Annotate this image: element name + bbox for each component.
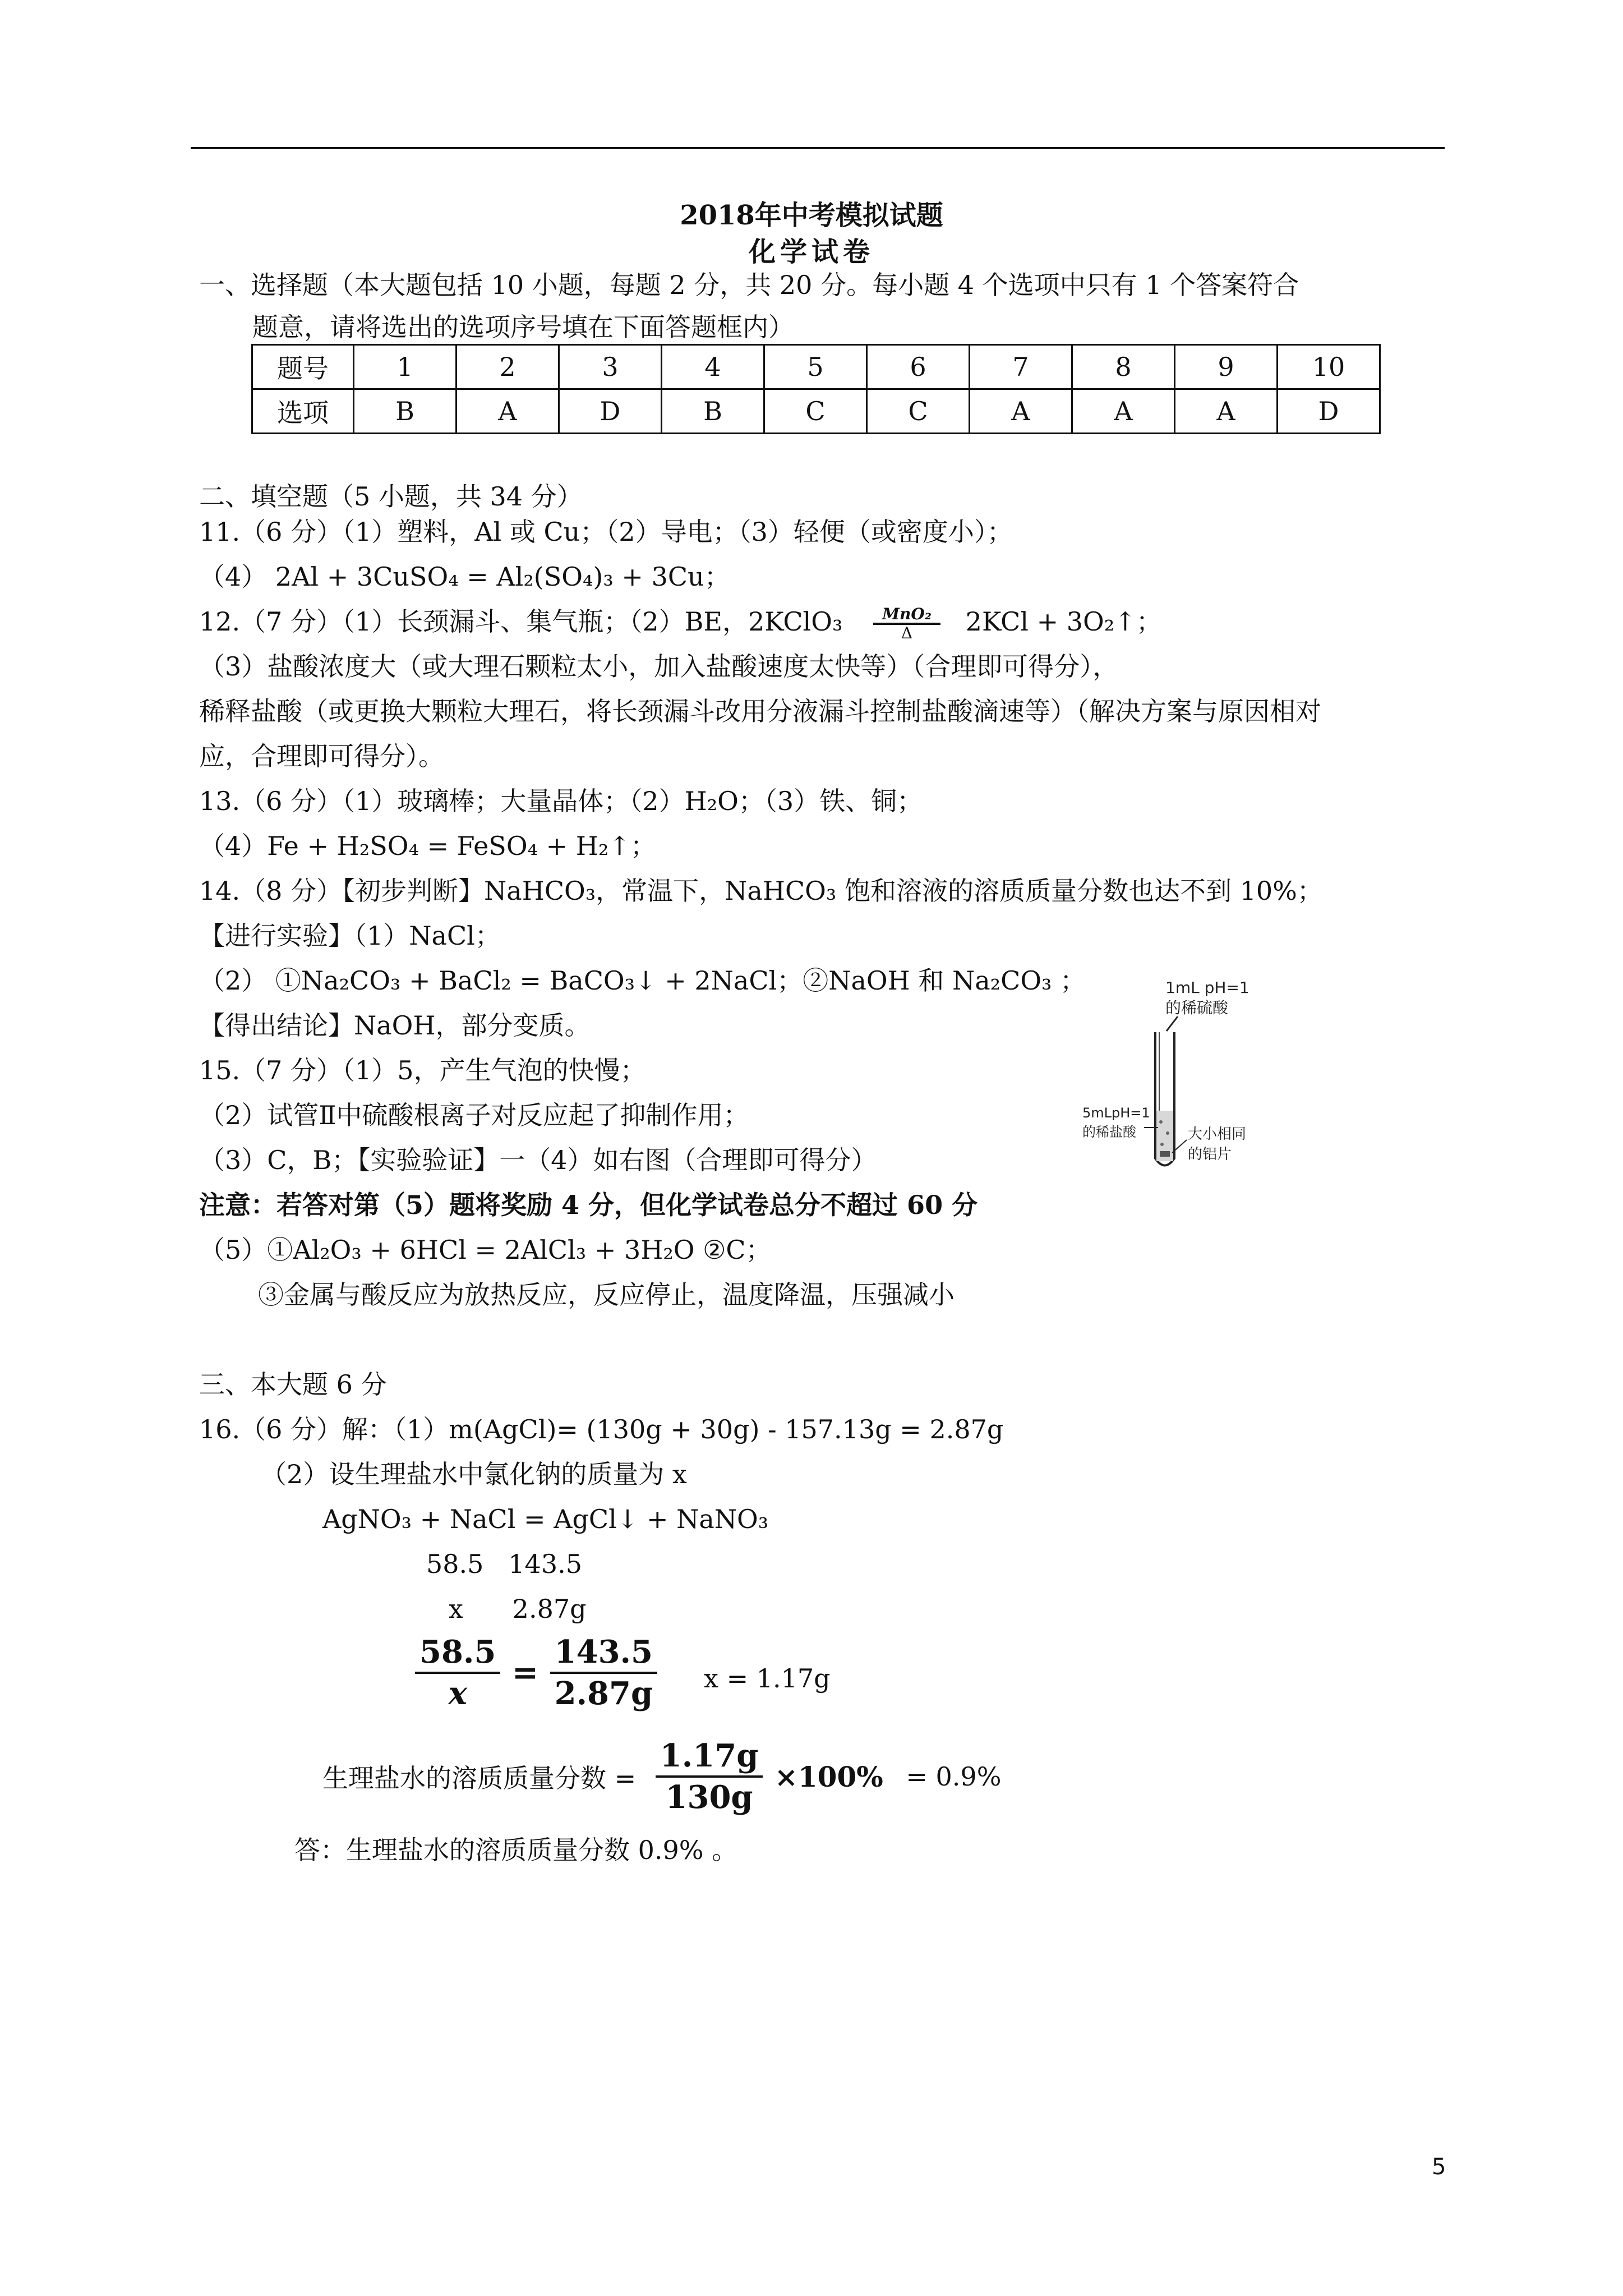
- equals-sign: =: [512, 1654, 538, 1691]
- q16-percentage: [322, 1736, 1001, 1817]
- table-cell: A: [457, 389, 559, 434]
- table-cell: 6: [867, 345, 970, 389]
- test-tube-figure: [1082, 970, 1295, 1184]
- page-title: 2018年中考模拟试题: [680, 200, 943, 231]
- q11-line-1: 11.（6 分）（1）塑料，Al 或 Cu；（2）导电；（3）轻便（或密度小）；: [199, 517, 1013, 547]
- figure-top-label-2: 的稀硫酸: [1165, 999, 1229, 1017]
- table-cell: A: [1175, 389, 1278, 434]
- figure-left-label-1: 5mLpH=1: [1082, 1105, 1150, 1121]
- section-3-heading: 三、本大题 6 分: [199, 1369, 387, 1400]
- figure-left-label-2: 的稀盐酸: [1082, 1124, 1136, 1140]
- table-cell: 1: [354, 345, 457, 389]
- table-cell: C: [867, 389, 970, 434]
- multiplier: ×100%: [774, 1760, 883, 1793]
- figure-right-label-2: 的铝片: [1188, 1146, 1232, 1163]
- q14-line-1: 14.（8 分）【初步判断】NaHCO₃，常温下，NaHCO₃ 饱和溶液的溶质质量分数也达不到 10%；: [199, 876, 1323, 906]
- aluminum-piece: [1160, 1151, 1170, 1157]
- bonus-note: 注意：若答对第（5）题将奖励 4 分，但化学试卷总分不超过 60 分: [199, 1190, 978, 1220]
- q15-line-6: ③金属与酸反应为放热反应，反应停止，温度降温，压强减小: [258, 1280, 955, 1310]
- table-cell: D: [559, 389, 662, 434]
- q16-molar-masses: 58.5 143.5: [426, 1549, 582, 1579]
- q15-line-5: （5）①Al₂O₃ + 6HCl = 2AlCl₃ + 3H₂O ②C；: [199, 1235, 772, 1265]
- q14-line-4: 【得出结论】NaOH，部分变质。: [199, 1010, 591, 1041]
- reaction-condition: [873, 606, 940, 642]
- table-header-cell: 题号: [252, 345, 354, 389]
- q12-text: 12.（7 分）（1）长颈漏斗、集气瓶；（2）BE，2KClO₃: [199, 606, 843, 637]
- q13-line-1: 13.（6 分）（1）玻璃棒；大量晶体；（2）H₂O；（3）铁、铜；: [199, 786, 923, 816]
- fraction-3: $\frac{1.17g}{130g}$: [656, 1736, 763, 1817]
- table-cell: 5: [764, 345, 867, 389]
- q14-line-3: （2） ①Na₂CO₃ + BaCl₂ = BaCO₃↓ + 2NaCl；②NaOH 和 Na₂CO₃ ；: [199, 965, 1086, 996]
- section-1-heading: 一、选择题（本大题包括 10 小题，每题 2 分，共 20 分。每小题 4 个选项中只有 1 个答案符合: [199, 270, 1299, 300]
- q12-line-1: [199, 605, 1162, 642]
- bubble: [1160, 1143, 1164, 1146]
- table-cell: 2: [457, 345, 559, 389]
- table-cell: 9: [1175, 345, 1278, 389]
- figure-pointer-top: [1166, 1016, 1178, 1031]
- fraction-2: $\frac{143.5}{2.87g}$: [550, 1632, 658, 1713]
- table-cell: C: [764, 389, 867, 434]
- q12-products: 2KCl + 3O₂↑；: [965, 606, 1162, 637]
- q11-line-2: （4） 2Al + 3CuSO₄ = Al₂(SO₄)₃ + 3Cu；: [199, 562, 730, 592]
- table-cell: D: [1278, 389, 1380, 434]
- table-cell: 8: [1072, 345, 1175, 389]
- figure-right-label-1: 大小相同: [1188, 1126, 1247, 1143]
- table-cell: B: [354, 389, 457, 434]
- q16-masses: x 2.87g: [449, 1594, 587, 1624]
- percentage-label: 生理盐水的溶质质量分数 =: [322, 1763, 637, 1793]
- q12-line-4: 应，合理即可得分）。: [199, 741, 444, 771]
- table-cell: B: [662, 389, 764, 434]
- percentage-result: = 0.9%: [906, 1761, 1002, 1792]
- header-rule: [191, 147, 1445, 149]
- section-2-heading: 二、填空题（5 小题，共 34 分）: [199, 481, 583, 512]
- q15-line-3: （3）C，B；【实验验证】一（4）如右图（合理即可得分）: [199, 1145, 877, 1175]
- table-row: [252, 345, 1380, 389]
- q16-proportion: [415, 1632, 657, 1713]
- q14-line-2: 【进行实验】（1）NaCl；: [199, 921, 501, 951]
- page-subtitle: 化学试卷: [748, 236, 874, 268]
- bubble: [1166, 1131, 1169, 1135]
- answer-table: [251, 344, 1381, 434]
- table-row: [252, 389, 1380, 434]
- q13-line-2: （4）Fe + H₂SO₄ = FeSO₄ + H₂↑；: [199, 831, 656, 861]
- q15-line-1: 15.（7 分）（1）5，产生气泡的快慢；: [199, 1055, 646, 1085]
- table-cell: 7: [970, 345, 1072, 389]
- table-header-cell: 选项: [252, 389, 354, 434]
- page-number: 5: [1432, 2154, 1446, 2180]
- fraction-1: $\frac{58.5}{x}$: [415, 1632, 500, 1713]
- q16-answer: 答：生理盐水的溶质质量分数 0.9% 。: [294, 1835, 738, 1865]
- table-cell: 10: [1278, 345, 1380, 389]
- table-cell: 3: [559, 345, 662, 389]
- q16-x-result: x = 1.17g: [704, 1663, 831, 1694]
- q16-line-2: （2）设生理盐水中氯化钠的质量为 x: [261, 1459, 687, 1489]
- table-cell: A: [970, 389, 1072, 434]
- q15-line-2: （2）试管Ⅱ中硫酸根离子对反应起了抑制作用；: [199, 1100, 749, 1130]
- q16-equation: AgNO₃ + NaCl = AgCl↓ + NaNO₃: [322, 1504, 769, 1534]
- q16-line-1: 16.（6 分）解：（1）m(AgCl)= (130g + 30g) - 157.13g = 2.87g: [199, 1414, 1004, 1444]
- section-1-heading-cont: 题意，请将选出的选项序号填在下面答题框内）: [252, 312, 794, 342]
- q12-line-3: 稀释盐酸（或更换大颗粒大理石，将长颈漏斗改用分液漏斗控制盐酸滴速等）（解决方案与原因相对: [199, 696, 1321, 726]
- heat-label: Δ: [901, 624, 913, 642]
- bubble: [1159, 1120, 1163, 1124]
- table-cell: A: [1072, 389, 1175, 434]
- table-cell: 4: [662, 345, 764, 389]
- q12-line-2: （3）盐酸浓度大（或大理石颗粒太小，加入盐酸速度太快等）（合理即可得分），: [199, 651, 1119, 682]
- catalyst-label: MnO₂: [882, 605, 932, 623]
- figure-top-label-1: 1mL pH=1: [1165, 978, 1249, 997]
